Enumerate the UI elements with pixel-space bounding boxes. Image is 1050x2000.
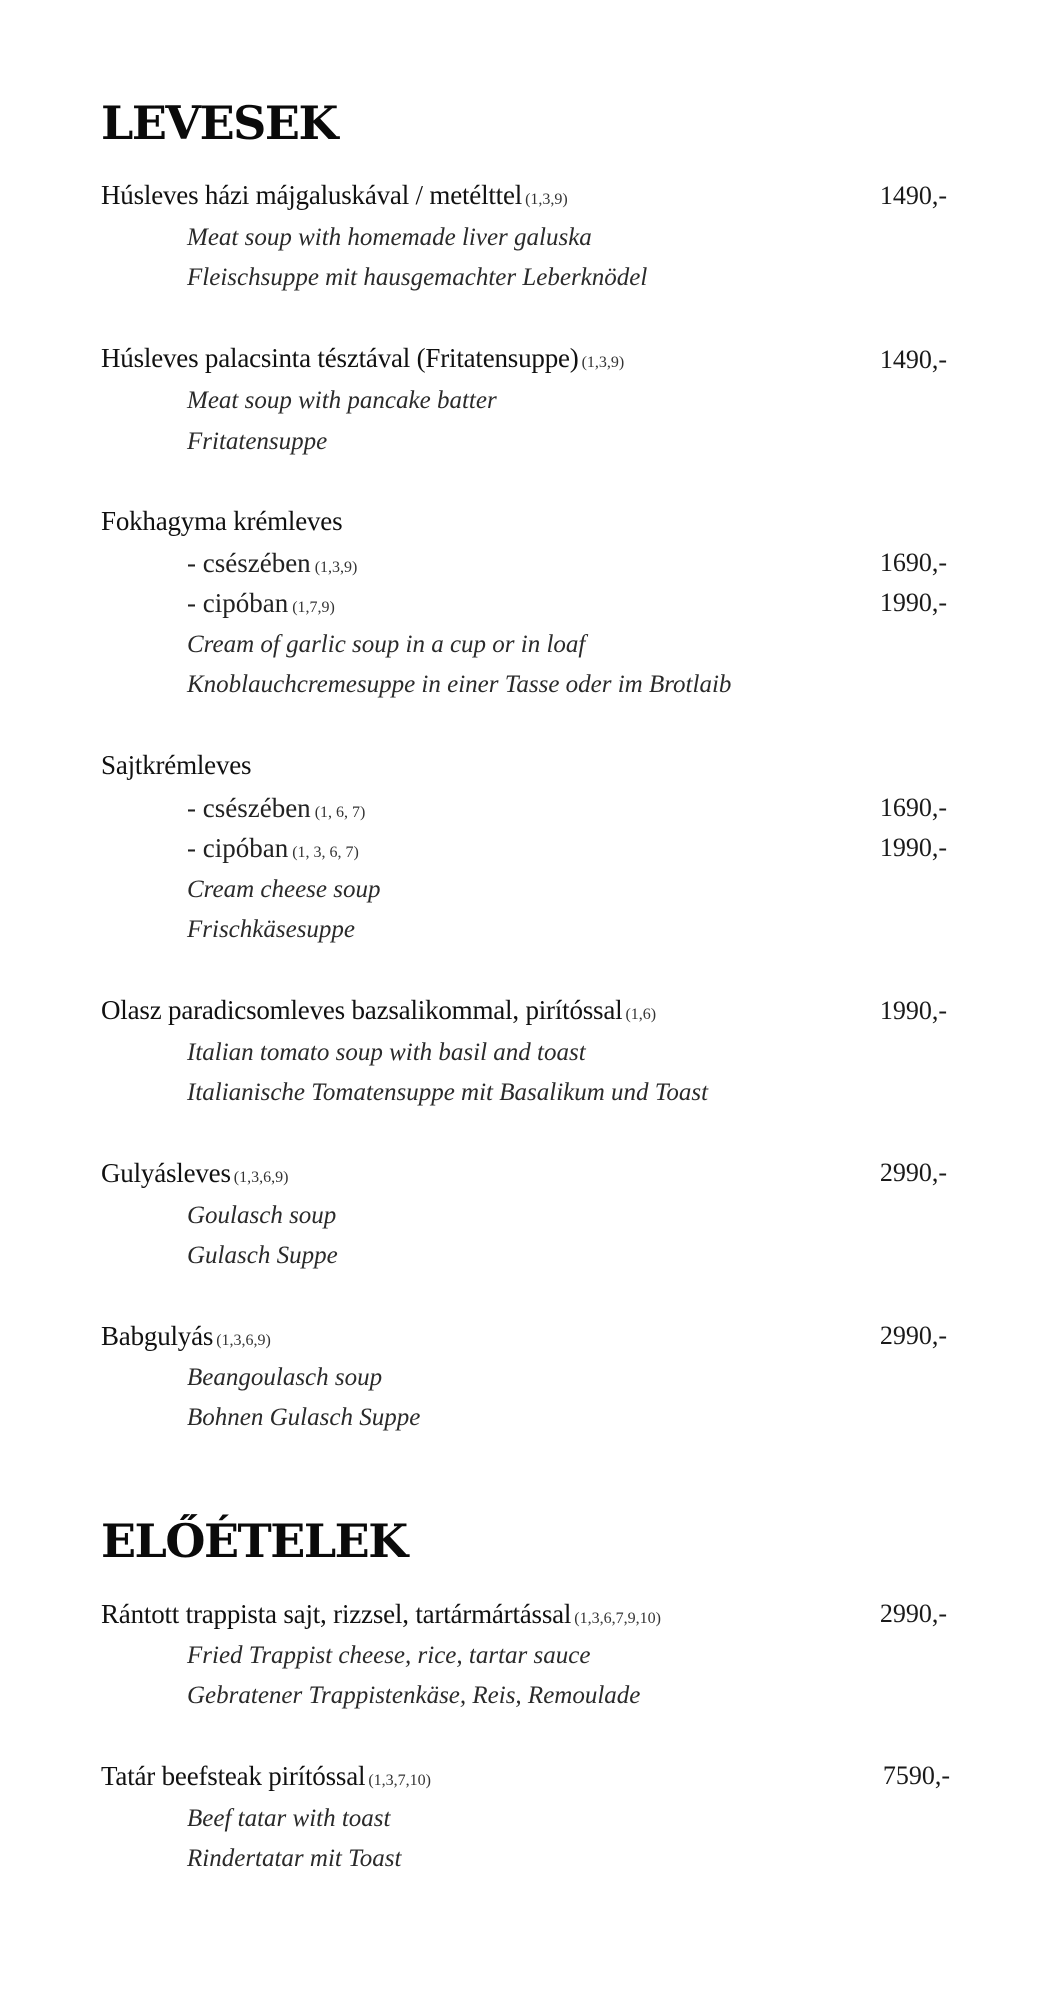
- menu-item-variant: - csészében (1,3,9): [187, 548, 358, 578]
- translation-de: Rindertatar mit Toast: [187, 1845, 402, 1872]
- menu-item-name: Tatár beefsteak pirítóssal (1,3,7,10): [101, 1761, 431, 1791]
- menu-item-variant: - cipóban (1, 3, 6, 7): [187, 833, 359, 863]
- menu-item-name: Gulyásleves (1,3,6,9): [101, 1158, 289, 1188]
- menu-item-price: 2990,-: [879, 1599, 947, 1628]
- allergen-codes: (1,6): [625, 1006, 657, 1023]
- translation-en: Cream of garlic soup in a cup or in loaf: [187, 631, 586, 658]
- translation-en: Meat soup with pancake batter: [187, 387, 497, 414]
- variant-price: 1690,-: [879, 793, 947, 822]
- allergen-codes: (1, 6, 7): [314, 804, 366, 821]
- menu-item-price: 1490,-: [879, 181, 947, 210]
- section-title-starters: ELŐÉTELEK: [101, 1514, 407, 1568]
- translation-en: Cream cheese soup: [187, 876, 381, 903]
- variant-price: 1690,-: [879, 548, 947, 577]
- menu-item-name: Fokhagyma krémleves: [101, 506, 343, 536]
- allergen-codes: (1,3,6,7,9,10): [574, 1610, 661, 1627]
- translation-de: Bohnen Gulasch Suppe: [187, 1404, 421, 1431]
- allergen-codes: (1,3,9): [581, 354, 625, 371]
- menu-item-price: 1990,-: [879, 996, 947, 1025]
- translation-de: Knoblauchcremesuppe in einer Tasse oder im Brotlaib: [187, 671, 732, 698]
- menu-item-price: 1490,-: [879, 345, 947, 374]
- allergen-codes: (1, 3, 6, 7): [292, 844, 359, 861]
- variant-price: 1990,-: [879, 588, 947, 617]
- allergen-codes: (1,3,6,9): [233, 1169, 289, 1186]
- menu-item-price: 2990,-: [879, 1158, 947, 1187]
- translation-de: Frischkäsesuppe: [187, 916, 356, 943]
- menu-item-name: Sajtkrémleves: [101, 750, 252, 780]
- menu-item-variant: - csészében (1, 6, 7): [187, 793, 366, 823]
- menu-item-name: Húsleves házi májgaluskával / metélttel (1,3,9): [101, 180, 568, 210]
- translation-de: Italianische Tomatensuppe mit Basalikum und Toast: [187, 1079, 709, 1106]
- translation-en: Italian tomato soup with basil and toast: [187, 1039, 586, 1066]
- allergen-codes: (1,3,9): [525, 191, 568, 208]
- menu-item-name: Olasz paradicsomleves bazsalikommal, pirítóssal (1,6): [101, 995, 657, 1025]
- translation-en: Fried Trappist cheese, rice, tartar sauce: [187, 1642, 591, 1669]
- translation-en: Beef tatar with toast: [187, 1805, 391, 1832]
- translation-de: Gulasch Suppe: [187, 1242, 338, 1269]
- allergen-codes: (1,3,9): [314, 559, 358, 576]
- menu-item-price: 2990,-: [879, 1321, 947, 1350]
- menu-item-name: Rántott trappista sajt, rizzsel, tartármártással (1,3,6,7,9,10): [101, 1599, 661, 1629]
- allergen-codes: (1,7,9): [292, 599, 335, 616]
- translation-de: Gebratener Trappistenkäse, Reis, Remoulade: [187, 1682, 641, 1709]
- variant-price: 1990,-: [879, 833, 947, 862]
- menu-item-price: 7590,-: [882, 1761, 950, 1790]
- translation-de: Fleischsuppe mit hausgemachter Leberknödel: [187, 264, 648, 291]
- translation-en: Meat soup with homemade liver galuska: [187, 224, 592, 251]
- translation-de: Fritatensuppe: [187, 428, 328, 455]
- allergen-codes: (1,3,7,10): [368, 1772, 431, 1789]
- translation-en: Beangoulasch soup: [187, 1364, 383, 1391]
- translation-en: Goulasch soup: [187, 1202, 337, 1229]
- allergen-codes: (1,3,6,9): [216, 1332, 271, 1349]
- menu-item-name: Húsleves palacsinta tésztával (Fritatensuppe) (1,3,9): [101, 343, 625, 373]
- menu-item-name: Babgulyás (1,3,6,9): [101, 1321, 271, 1351]
- menu-item-variant: - cipóban (1,7,9): [187, 588, 335, 618]
- section-title-soups: LEVESEK: [101, 96, 337, 150]
